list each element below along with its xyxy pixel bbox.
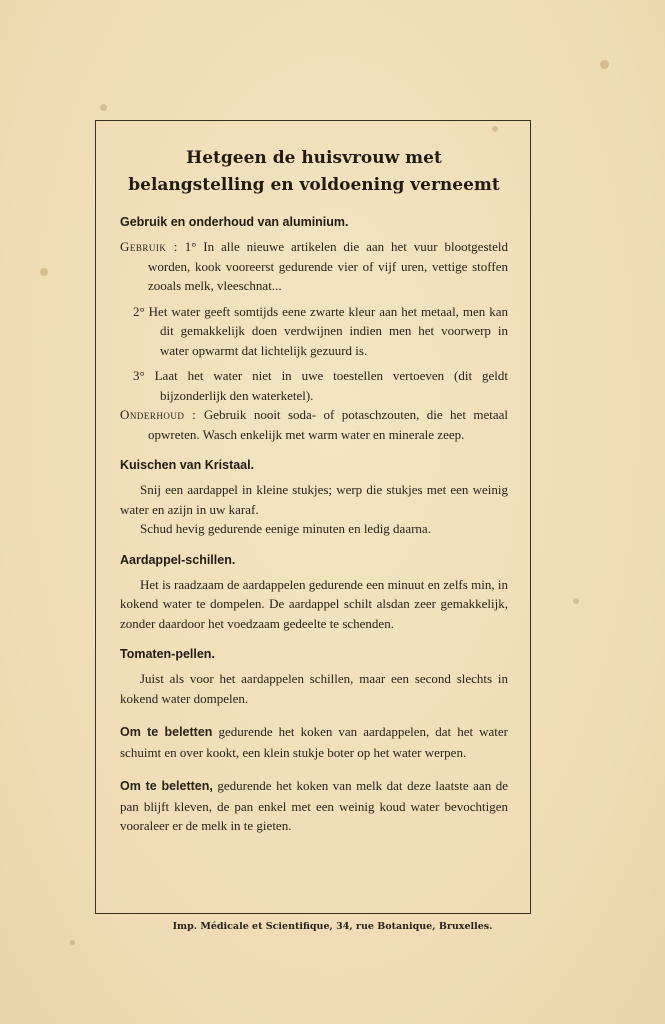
beletten-melk-paragraph <box>120 776 508 836</box>
beletten-lead-1: Om te beletten <box>120 725 213 739</box>
onderhoud-text: Gebruik nooit soda- of potaschzouten, die het metaal opwreten. Wasch enkelijk met warm water en minerale zeep. <box>148 407 508 442</box>
beletten-lead-2: Om te beletten, <box>120 779 213 793</box>
heading-tomaten: Tomaten-pellen. <box>120 647 215 661</box>
age-spot <box>600 60 609 69</box>
title-line-1: Hetgeen de huisvrouw met <box>186 148 442 168</box>
beletten-text-1: gedurende het koken van aardappelen, dat het water schuimt en over kookt, een klein stukje boter op het water werpen. <box>120 724 508 760</box>
age-spot <box>100 104 107 111</box>
gebruik-item-1-text: 1° In alle nieuwe artikelen die aan het vuur blootgesteld worden, kook vooreerst gedurende vier of vijf uren, vettige stoffen zooals melk, vleeschnat... <box>148 239 509 293</box>
heading-aluminium: Gebruik en onderhoud van aluminium. <box>120 215 349 229</box>
gebruik-label: Gebruik : <box>120 239 178 254</box>
gebruik-item-1 <box>120 237 508 296</box>
age-spot <box>70 940 75 945</box>
heading-aardappel: Aardappel-schillen. <box>120 552 236 567</box>
age-spot <box>573 598 579 604</box>
gebruik-item-3: 3° Laat het water niet in uwe toestellen vertoeven (dit geldt bijzonderlijk den waterketel). <box>133 368 508 403</box>
onderhoud-paragraph <box>120 405 508 444</box>
onderhoud-label: Onderhoud : <box>120 407 197 422</box>
aardappel-paragraph: Het is raadzaam de aardappelen gedurende een minuut en zelfs min, in kokend water te dompelen. De aardappel schilt alsdan zeer gemakkelijk, zonder daardoor het voedzaam gedeelte te schenden. <box>120 576 508 631</box>
beletten-text-2: gedurende het koken van melk dat deze laatste aan de pan blijft kleven, de pan enkel met een weinig koud water bevochtigen vooraleer er de melk in te gieten. <box>120 778 509 833</box>
kristaal-paragraph-1: Snij een aardappel in kleine stukjes; werp die stukjes met een weinig water en azijn in uw karaf. <box>120 482 508 517</box>
tomaten-paragraph: Juist als voor het aardappelen schillen, maar een second slechts in kokend water dompelen. <box>120 671 508 706</box>
heading-kristaal: Kuischen van Kristaal. <box>120 458 255 472</box>
printer-imprint: Imp. Médicale et Scientifique, 34, rue Botanique, Bruxelles. <box>172 921 493 932</box>
page-title <box>120 145 508 199</box>
beletten-aardappelen-paragraph <box>120 722 508 762</box>
content-frame <box>95 120 531 914</box>
gebruik-item-2: 2° Het water geeft somtijds eene zwarte kleur aan het metaal, men kan dit gemakkelijk doen verdwijnen indien men het voorwerp in water opwarmt dat lichtelijk gezuurd is. <box>133 303 508 358</box>
kristaal-paragraph-2: Schud hevig gedurende eenige minuten en ledig daarna. <box>140 521 431 536</box>
title-line-2: belangstelling en voldoening verneemt <box>128 175 500 195</box>
age-spot <box>40 268 48 276</box>
